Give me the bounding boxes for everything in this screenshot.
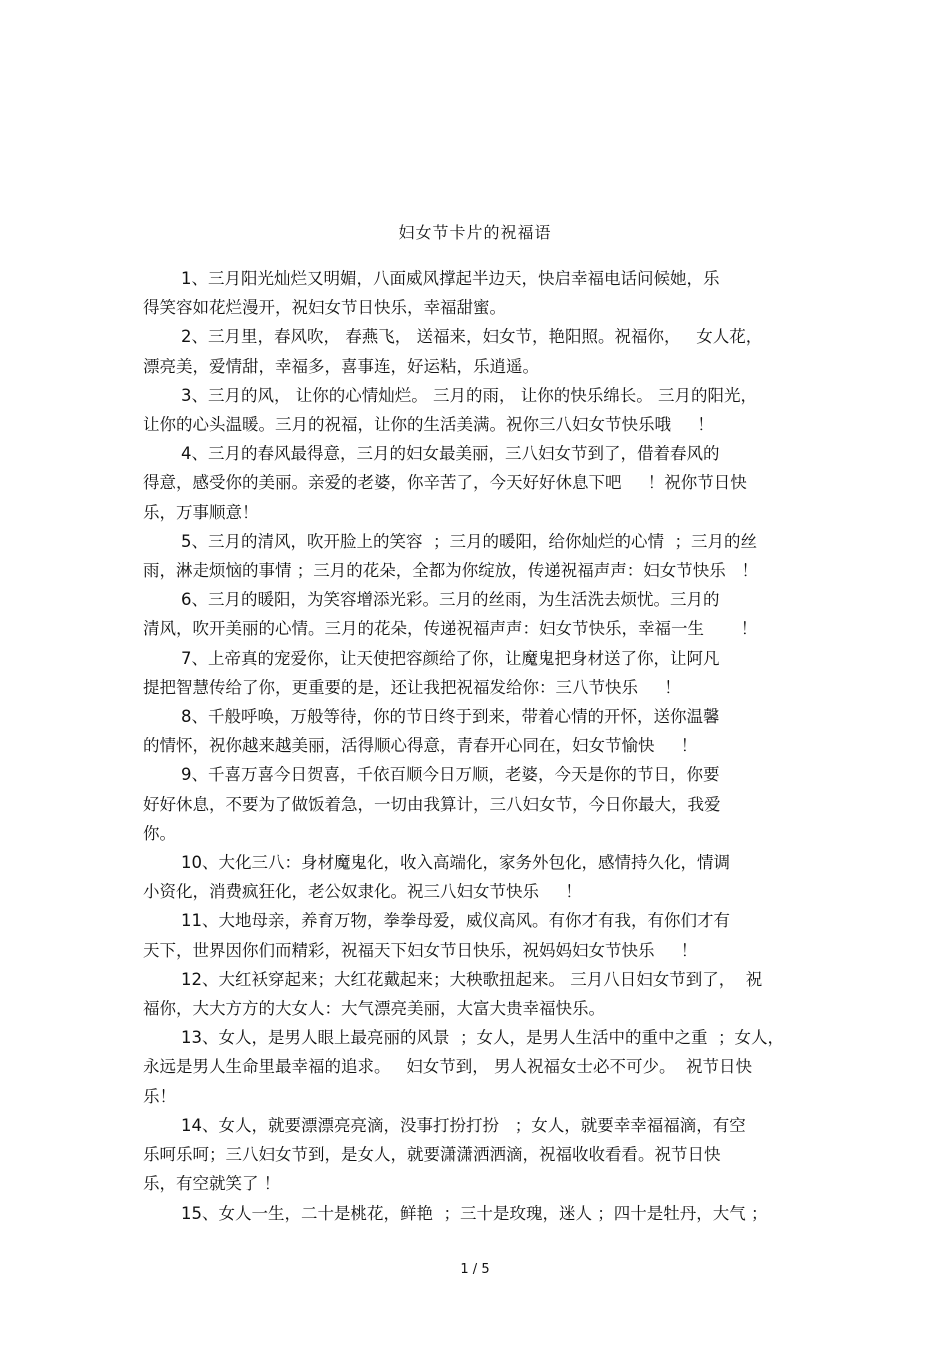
blessing-paragraph — [143, 848, 808, 906]
paragraph-line: 的情怀，祝你越来越美丽，活得顺心得意，青春开心同在，妇女节愉快 ！ — [143, 736, 698, 756]
blessing-paragraph — [143, 965, 808, 1023]
paragraph-line: 15、女人一生，二十是桃花，鲜艳 ；三十是玫瑰，迷人 ；四十是牡丹，大气 ； — [181, 1203, 768, 1223]
paragraph-line: 好好休息，不要为了做饭着急，一切由我算计，三八妇女节，今日你最大，我爱 — [143, 794, 721, 814]
paragraph-line: 得笑容如花烂漫开，祝妇女节日快乐，幸福甜蜜。 — [143, 298, 506, 318]
blessing-paragraph — [143, 527, 808, 585]
blessing-paragraph — [143, 322, 808, 380]
paragraph-line: 乐！ — [143, 1086, 176, 1106]
paragraph-line: 福你，大大方方的大女人：大气漂亮美丽，大富大贵幸福快乐。 — [143, 999, 605, 1019]
paragraph-line: 乐，万事顺意！ — [143, 502, 259, 522]
blessing-paragraph — [143, 381, 808, 439]
paragraph-line: 让你的心头温暖。三月的祝福，让你的生活美满。祝你三八妇女节快乐哦 ！ — [143, 415, 714, 435]
paragraph-line: 提把智慧传给了你，更重要的是，还让我把祝福发给你：三八节快乐 ！ — [143, 677, 681, 697]
blessing-paragraph — [143, 1111, 808, 1199]
paragraph-line: 12、大红袄穿起来；大红花戴起来；大秧歌扭起来。 三月八日妇女节到了， 祝 — [181, 969, 763, 989]
paragraph-line: 7、上帝真的宠爱你，让天使把容颜给了你，让魔鬼把身材送了你，让阿凡 — [181, 648, 720, 668]
paragraph-line: 小资化，消费疯狂化，老公奴隶化。祝三八妇女节快乐 ！ — [143, 882, 582, 902]
paragraph-line: 6、三月的暖阳，为笑容增添光彩。三月的丝雨，为生活洗去烦忧。三月的 — [181, 590, 720, 610]
blessing-paragraph — [143, 439, 808, 527]
paragraph-line: 11、大地母亲，养育万物，拳拳母爱，威仪高风。有你才有我，有你们才有 — [181, 911, 730, 931]
paragraph-line: 天下，世界因你们而精彩，祝福天下妇女节日快乐，祝妈妈妇女节快乐 ！ — [143, 940, 698, 960]
blessing-paragraph — [143, 264, 808, 322]
paragraph-line: 1、三月阳光灿烂又明媚，八面威风撑起半边天，快启幸福电话问候她，乐 — [181, 269, 720, 288]
paragraph-line: 得意，感受你的美丽。亲爱的老婆，你辛苦了，今天好好休息下吧 ！祝你节日快 — [143, 473, 747, 493]
paragraph-line: 清风，吹开美丽的心情。三月的花朵，传递祝福声声：妇女节快乐，幸福一生 ！ — [143, 619, 758, 639]
paragraph-line: 9、千喜万喜今日贺喜，千依百顺今日万顺，老婆，今天是你的节日，你要 — [181, 765, 720, 785]
page-number: 1 / 5 — [460, 1262, 490, 1277]
blessing-paragraph — [143, 644, 808, 702]
paragraph-line: 8、千般呼唤，万般等待，你的节日终于到来，带着心情的开怀，送你温馨 — [181, 707, 720, 727]
paragraph-line: 雨，淋走烦恼的事情 ；三月的花朵，全都为你绽放，传递祝福声声：妇女节快乐 ！ — [143, 561, 758, 581]
paragraph-line: 14、女人，就要漂漂亮亮滴，没事打扮打扮 ；女人，就要幸幸福福滴，有空 — [181, 1115, 746, 1135]
blessing-paragraph — [143, 585, 808, 643]
paragraph-line: 3、三月的风， 让你的心情灿烂。 三月的雨， 让你的快乐绵长。 三月的阳光， — [181, 385, 757, 405]
page-title: 妇女节卡片的祝福语 — [398, 223, 552, 242]
paragraph-line: 乐，有空就笑了 ！ — [143, 1174, 281, 1194]
paragraph-line: 5、三月的清风，吹开脸上的笑容 ；三月的暖阳，给你灿烂的心情 ；三月的丝 — [181, 531, 757, 551]
document-body — [143, 264, 808, 1228]
paragraph-line: 永远是男人生命里最幸福的追求。 妇女节到， 男人祝福女士必不可少。 祝节日快 — [143, 1057, 752, 1077]
paragraph-line: 乐呵乐呵；三八妇女节到，是女人，就要潇潇洒洒滴，祝福收收看看。祝节日快 — [143, 1145, 721, 1165]
blessing-paragraph — [143, 760, 808, 848]
blessing-paragraph — [143, 702, 808, 760]
paragraph-line: 13、女人，是男人眼上最亮丽的风景 ；女人，是男人生活中的重中之重 ；女人， — [181, 1028, 784, 1048]
blessing-paragraph — [143, 1199, 808, 1228]
paragraph-line: 你。 — [143, 823, 176, 843]
blessing-paragraph — [143, 1023, 808, 1111]
paragraph-line: 10、大化三八：身材魔鬼化，收入高端化，家务外包化，感情持久化，情调 — [181, 853, 730, 873]
blessing-paragraph — [143, 906, 808, 964]
paragraph-line: 漂亮美，爱情甜，幸福多，喜事连，好运粘，乐逍遥。 — [143, 356, 539, 376]
paragraph-line: 2、三月里，春风吹， 春燕飞， 送福来，妇女节，艳阳照。祝福你， 女人花， — [181, 327, 763, 347]
paragraph-line: 4、三月的春风最得意，三月的妇女最美丽，三八妇女节到了，借着春风的 — [181, 444, 720, 464]
